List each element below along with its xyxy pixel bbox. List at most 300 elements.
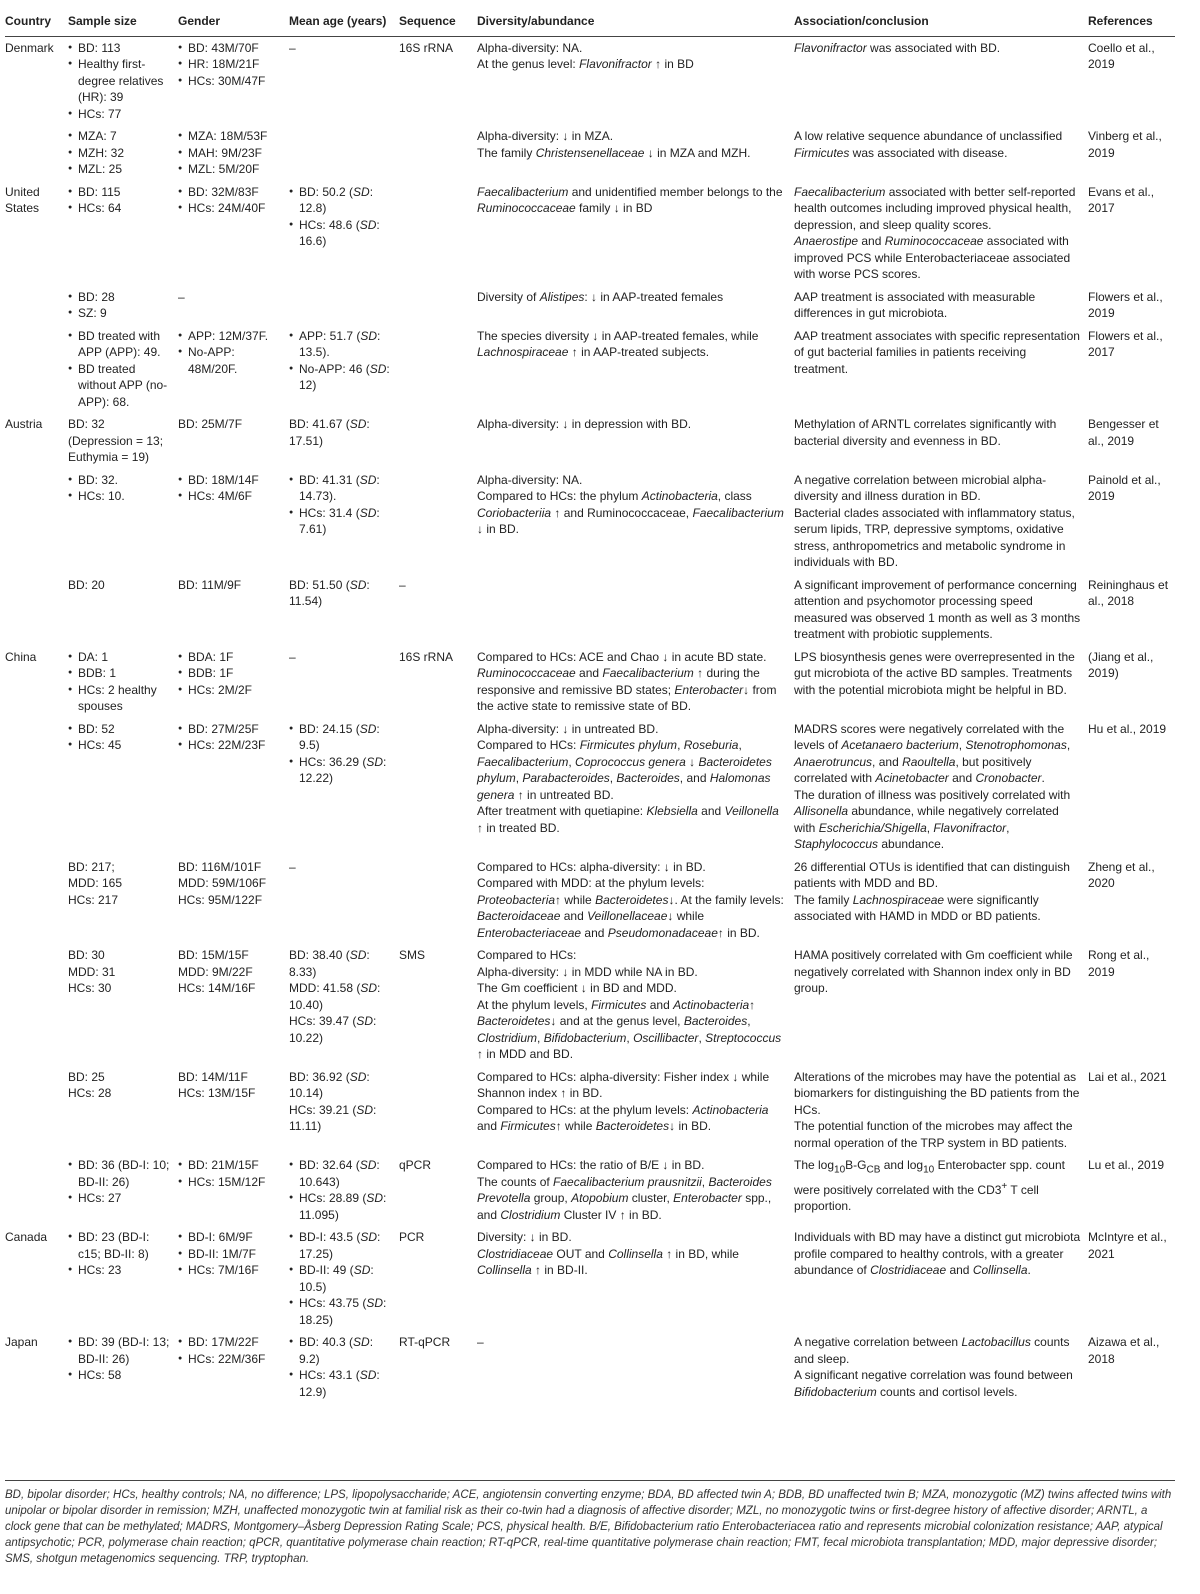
gender-cell-line: BD: 14M/11F [178, 1069, 248, 1084]
gender-cell-list [178, 128, 283, 178]
gender-cell-item: ● BD: 17M/22F [188, 1334, 283, 1351]
diversity-cell-line: Alpha-diversity: ↓ in MZA. [477, 129, 614, 143]
sample-size-cell-list [68, 1334, 172, 1384]
sample-size-cell-item: ● HCs: 58 [78, 1367, 172, 1384]
gender-cell-item: ● BD: 32M/83F [188, 184, 283, 201]
diversity-cell-line: Compared to HCs: alpha-diversity: ↓ in BD. [477, 859, 706, 874]
sample-size-cell-list [68, 184, 172, 217]
table-row [5, 469, 1175, 574]
reference-cell-line: McIntyre et al., 2021 [1088, 1230, 1167, 1261]
diversity-cell-line: Alpha-diversity: ↓ in untreated BD. [477, 721, 659, 736]
gender-cell-item: ● HR: 18M/21F [188, 56, 283, 73]
sequence-cell [399, 325, 477, 414]
sample-size-cell-item: ● HCs: 27 [78, 1190, 172, 1207]
header-sequence: Sequence [399, 8, 477, 36]
sample-size-cell-item: ● BD: 52 [78, 721, 172, 738]
reference-cell [1088, 469, 1175, 574]
sample-size-cell-item: ● BD: 115 [78, 184, 172, 201]
gender-cell-line: BD: 25M/7F [178, 417, 243, 431]
sample-size-cell-line: BD: 32 (Depression = 13; Euthymia = 19) [68, 417, 164, 464]
country-cell [5, 125, 68, 181]
sample-size-cell [68, 856, 178, 945]
association-cell-line: A negative correlation between Lactobacillus counts and sleep. [794, 1335, 1070, 1366]
sequence-cell [399, 1154, 477, 1226]
reference-cell [1088, 413, 1175, 469]
reference-cell-line: Painold et al., 2019 [1088, 472, 1161, 503]
mean-age-cell-item: ● BD: 41.31 (SD: 14.73). [299, 472, 393, 505]
diversity-cell-line: After treatment with quetiapine: Klebsiella and Veillonella ↑ in treated BD. [477, 804, 779, 835]
gender-cell-item: ● BD-II: 1M/7F [188, 1246, 283, 1263]
diversity-cell [477, 944, 794, 1066]
gender-cell-item: ● BD: 43M/70F [188, 40, 283, 57]
table-row [5, 286, 1175, 325]
sample-size-cell [68, 286, 178, 325]
sample-size-cell-item: ● BD treated with APP (APP): 49. [78, 328, 172, 361]
gender-cell-item: ● No-APP: 48M/20F. [188, 344, 283, 377]
gender-cell-item: ● BD-I: 6M/9F [188, 1229, 283, 1246]
mean-age-cell-line: – [289, 859, 296, 874]
reference-cell [1088, 1331, 1175, 1403]
association-cell-line: A negative correlation between microbial alpha-diversity and illness duration in BD. [794, 472, 1047, 503]
diversity-cell [477, 181, 794, 286]
gender-cell-line: HCs: 13M/15F [178, 1086, 256, 1100]
table-row [5, 125, 1175, 181]
sample-size-cell-item: ● BD: 28 [78, 289, 172, 306]
reference-cell-line: Coello et al., 2019 [1088, 40, 1155, 71]
diversity-cell [477, 286, 794, 325]
sequence-cell [399, 856, 477, 945]
sample-size-cell-line: HCs: 30 [68, 981, 112, 995]
association-cell [794, 1066, 1088, 1155]
diversity-cell [477, 1226, 794, 1331]
sample-size-cell-item: ● DA: 1 [78, 649, 172, 666]
association-cell [794, 1154, 1088, 1226]
table-row [5, 1331, 1175, 1403]
sample-size-cell-item: ● MZA: 7 [78, 128, 172, 145]
sample-size-cell [68, 574, 178, 646]
reference-cell-line: Lai et al., 2021 [1088, 1069, 1167, 1084]
country-cell-line: Japan [5, 1335, 38, 1349]
sample-size-cell-item: ● BD: 39 (BD-I: 13; BD-II: 26) [78, 1334, 172, 1367]
diversity-cell [477, 1154, 794, 1226]
table-row [5, 1066, 1175, 1155]
sequence-cell [399, 413, 477, 469]
diversity-cell-line: Alpha-diversity: ↓ in MDD while NA in BD. [477, 964, 698, 979]
sequence-cell-line: SMS [399, 948, 426, 962]
country-cell [5, 181, 68, 286]
gender-cell-item: ● MAH: 9M/23F [188, 145, 283, 162]
gender-cell [178, 1066, 289, 1155]
sample-size-cell-item: ● HCs: 2 healthy spouses [78, 682, 172, 715]
gender-cell-item: ● HCs: 7M/16F [188, 1262, 283, 1279]
sample-size-cell-item: ● HCs: 64 [78, 200, 172, 217]
mean-age-cell-item: ● HCs: 36.29 (SD: 12.22) [299, 754, 393, 787]
mean-age-cell-list [289, 472, 393, 538]
sample-size-cell-list [68, 128, 172, 178]
gender-cell [178, 286, 289, 325]
mean-age-cell [289, 718, 399, 856]
gender-cell-item: ● BD: 21M/15F [188, 1157, 283, 1174]
mean-age-cell-list [289, 721, 393, 787]
association-cell [794, 944, 1088, 1066]
sequence-cell-line: 16S rRNA [399, 649, 454, 664]
mean-age-cell-item: ● APP: 51.7 (SD: 13.5). [299, 328, 393, 361]
diversity-cell-line: The counts of Faecalibacterium prausnitzii, Bacteroides Prevotella group, Atopobium cluster, Enterobacter spp., and Clostridium Cluster IV ↑ in BD. [477, 1174, 772, 1222]
country-cell-line: Denmark [5, 40, 54, 55]
gender-cell [178, 413, 289, 469]
gender-cell-item: ● HCs: 22M/36F [188, 1351, 283, 1368]
gender-cell-list [178, 721, 283, 754]
sample-size-cell [68, 1226, 178, 1331]
gender-cell-list [178, 472, 283, 505]
gender-cell [178, 1154, 289, 1226]
diversity-cell-line: The family Christensenellaceae ↓ in MZA and MZH. [477, 145, 751, 160]
sample-size-cell-list [68, 649, 172, 715]
gender-cell-list [178, 1157, 283, 1190]
association-cell [794, 413, 1088, 469]
diversity-cell [477, 469, 794, 574]
diversity-cell-line: Compared to HCs: alpha-diversity: Fisher index ↓ while Shannon index ↑ in BD. [477, 1069, 770, 1100]
gender-cell-line: MDD: 9M/22F [178, 964, 253, 979]
association-cell [794, 574, 1088, 646]
mean-age-cell [289, 1154, 399, 1226]
mean-age-cell-item: ● HCs: 43.75 (SD: 18.25) [299, 1295, 393, 1328]
mean-age-cell [289, 469, 399, 574]
reference-cell-line: Hu et al., 2019 [1088, 721, 1167, 736]
table-body [5, 36, 1175, 1403]
diversity-cell-line: Compared to HCs: ACE and Chao ↓ in acute BD state. Ruminococcaceae and Faecalibacterium ↑ during the responsive and remissive BD states; Enterobacter↓ from the active state to remissive state of BD. [477, 649, 777, 713]
gender-cell-item: ● HCs: 2M/2F [188, 682, 283, 699]
reference-cell-line: Evans et al., 2017 [1088, 184, 1155, 215]
mean-age-cell-line: BD: 36.92 (SD: 10.14) [289, 1069, 370, 1100]
association-cell-line: LPS biosynthesis genes were overrepresented in the gut microbiota of the active BD samples. Treatments with the potential microbiota might be helpful in BD. [794, 649, 1075, 697]
gender-cell-item: ● MZA: 18M/53F [188, 128, 283, 145]
country-cell-line: Canada [5, 1230, 48, 1244]
association-cell-line: Bacterial clades associated with inflammatory status, serum lipids, TRP, depressive symptoms, oxidative stress, anthropometrics and metabolic syndrome in individuals with BD. [794, 505, 1075, 569]
gender-cell [178, 125, 289, 181]
gender-cell [178, 856, 289, 945]
diversity-cell-line: Compared to HCs: [477, 948, 577, 962]
sequence-cell-line: qPCR [399, 1158, 432, 1172]
header-country: Country [5, 8, 68, 36]
mean-age-cell [289, 125, 399, 181]
sample-size-cell [68, 646, 178, 718]
diversity-cell-line: Alpha-diversity: NA. [477, 40, 583, 55]
reference-cell-line: Lu et al., 2019 [1088, 1158, 1165, 1172]
mean-age-cell-item: ● HCs: 48.6 (SD: 16.6) [299, 217, 393, 250]
diversity-cell [477, 718, 794, 856]
diversity-cell [477, 1331, 794, 1403]
sample-size-cell-list [68, 472, 172, 505]
sequence-cell [399, 286, 477, 325]
country-cell [5, 413, 68, 469]
sequence-cell-line: 16S rRNA [399, 40, 454, 55]
sample-size-cell-line: HCs: 217 [68, 892, 119, 907]
mean-age-cell-line: HCs: 39.47 (SD: 10.22) [289, 1014, 377, 1045]
sequence-cell [399, 718, 477, 856]
association-cell-line: Methylation of ARNTL correlates significantly with bacterial diversity and evenness in BD. [794, 417, 1057, 448]
sample-size-cell [68, 181, 178, 286]
sample-size-cell [68, 325, 178, 414]
mean-age-cell-line: MDD: 41.58 (SD: 10.40) [289, 981, 381, 1012]
gender-cell-line: BD: 11M/9F [178, 577, 242, 592]
sample-size-cell-line: BD: 30 [68, 948, 105, 962]
sample-size-cell-line: MDD: 31 [68, 964, 116, 979]
association-cell [794, 646, 1088, 718]
gender-cell-item: ● BD: 18M/14F [188, 472, 283, 489]
mean-age-cell-line: – [289, 649, 296, 664]
diversity-cell-line: Compared with MDD: at the phylum levels: Proteobacteria↑ while Bacteroidetes↓. At the family levels: Bacteroidaceae and Veillonellaceae↓ while Enterobacteriaceae and Pseudomonadaceae↑ in BD. [477, 876, 784, 940]
association-cell [794, 286, 1088, 325]
sample-size-cell-item: ● BD: 113 [78, 40, 172, 57]
association-cell [794, 1331, 1088, 1403]
reference-cell [1088, 36, 1175, 125]
diversity-cell-line: The Gm coefficient ↓ in BD and MDD. [477, 981, 677, 995]
gender-cell [178, 1331, 289, 1403]
reference-cell [1088, 286, 1175, 325]
sample-size-cell-item: ● HCs: 23 [78, 1262, 172, 1279]
diversity-cell-line: Compared to HCs: the ratio of B/E ↓ in BD. [477, 1158, 705, 1172]
country-cell [5, 1226, 68, 1331]
mean-age-cell-line: – [289, 40, 296, 55]
sample-size-cell [68, 36, 178, 125]
association-cell [794, 125, 1088, 181]
diversity-cell-line: Compared to HCs: at the phylum levels: Actinobacteria and Firmicutes↑ while Bacteroidetes↓ in BD. [477, 1102, 769, 1133]
mean-age-cell [289, 1226, 399, 1331]
mean-age-cell-line: BD: 51.50 (SD: 11.54) [289, 577, 370, 608]
association-cell-line: A significant improvement of performance concerning attention and psychomotor processing speed measured was observed 1 month as well as 3 months treatment with probiotic supplements. [794, 577, 1081, 641]
sample-size-cell-item: ● Healthy first-degree relatives (HR): 39 [78, 56, 172, 106]
gender-cell-item: ● BDA: 1F [188, 649, 283, 666]
mean-age-cell [289, 944, 399, 1066]
table-row [5, 944, 1175, 1066]
sequence-cell [399, 1331, 477, 1403]
sample-size-cell [68, 413, 178, 469]
reference-cell [1088, 574, 1175, 646]
association-cell-line: MADRS scores were negatively correlated with the levels of Acetanaero bacterium, Stenotrophomonas, Anaerotruncus, and Raoultella, but positively correlated with Acinetobacter and Cronobacter. [794, 721, 1071, 785]
reference-cell [1088, 944, 1175, 1066]
diversity-cell-line: Clostridiaceae OUT and Collinsella ↑ in BD, while Collinsella ↑ in BD-II. [477, 1246, 739, 1277]
header-mean-age: Mean age (years) [289, 8, 399, 36]
sample-size-cell-item: ● BD: 36 (BD-I: 10; BD-II: 26) [78, 1157, 172, 1190]
association-cell-line: AAP treatment associates with specific representation of gut bacterial families in patients receiving treatment. [794, 328, 1080, 376]
diversity-cell-line: Diversity of Alistipes: ↓ in AAP-treated females [477, 289, 724, 304]
mean-age-cell-item: ● HCs: 31.4 (SD: 7.61) [299, 505, 393, 538]
gender-cell-line: HCs: 95M/122F [178, 892, 263, 907]
reference-cell [1088, 646, 1175, 718]
sequence-cell [399, 36, 477, 125]
table-row [5, 181, 1175, 286]
reference-cell [1088, 718, 1175, 856]
reference-cell-line: Reininghaus et al., 2018 [1088, 577, 1169, 608]
sample-size-cell-line: BD: 20 [68, 577, 105, 592]
sample-size-cell-item: ● BD treated without APP (no-APP): 68. [78, 361, 172, 411]
studies-table [5, 8, 1175, 1403]
table-row [5, 856, 1175, 945]
diversity-cell [477, 1066, 794, 1155]
association-cell-line: A significant negative correlation was found between Bifidobacterium counts and cortisol levels. [794, 1368, 1073, 1399]
gender-cell [178, 469, 289, 574]
association-cell [794, 469, 1088, 574]
sequence-cell [399, 1066, 477, 1155]
gender-cell-list [178, 328, 283, 378]
reference-cell-line: Rong et al., 2019 [1088, 948, 1150, 979]
sample-size-cell-line: BD: 217; [68, 859, 115, 874]
association-cell [794, 325, 1088, 414]
reference-cell [1088, 325, 1175, 414]
table-row [5, 413, 1175, 469]
gender-cell [178, 1226, 289, 1331]
gender-cell-line: BD: 116M/101F [178, 859, 262, 874]
sample-size-cell-item: ● HCs: 77 [78, 106, 172, 123]
association-cell [794, 36, 1088, 125]
mean-age-cell-item: ● BD-I: 43.5 (SD: 17.25) [299, 1229, 393, 1262]
diversity-cell-line: – [477, 1335, 484, 1349]
table-row [5, 646, 1175, 718]
gender-cell-item: ● APP: 12M/37F. [188, 328, 283, 345]
country-cell [5, 1331, 68, 1403]
gender-cell-item: ● HCs: 4M/6F [188, 488, 283, 505]
country-cell [5, 469, 68, 574]
diversity-cell-line: Compared to HCs: Firmicutes phylum, Roseburia, Faecalibacterium, Coprococcus genera ↓ Bacteroidetes phylum, Parabacteroides, Bacteroides, and Halomonas genera ↑ in untreated BD. [477, 738, 772, 802]
diversity-cell-line: Alpha-diversity: NA. [477, 472, 583, 487]
sequence-cell [399, 944, 477, 1066]
mean-age-cell [289, 1331, 399, 1403]
gender-cell-list [178, 649, 283, 699]
gender-cell-item: ● HCs: 22M/23F [188, 737, 283, 754]
sequence-cell-line: – [399, 577, 406, 592]
mean-age-cell [289, 413, 399, 469]
diversity-cell [477, 856, 794, 945]
mean-age-cell-line: HCs: 39.21 (SD: 11.11) [289, 1102, 377, 1133]
reference-cell-line: (Jiang et al., 2019) [1088, 649, 1154, 680]
country-cell [5, 856, 68, 945]
diversity-cell-line: Compared to HCs: the phylum Actinobacteria, class Coriobacteriia ↑ and Ruminococcaceae, Faecalibacterium ↓ in BD. [477, 489, 784, 536]
association-cell-line: Faecalibacterium associated with better self-reported health outcomes including improved physical health, depression, and sleep quality scores. [794, 184, 1076, 232]
country-cell [5, 1066, 68, 1155]
association-cell-line: The $\log_{10}B-G_{CB}$ and $\log_{10}$ Enterobacter spp. count were positively correlated with the CD3+ T cell proportion. [794, 1158, 1065, 1214]
sample-size-cell-list [68, 289, 172, 322]
sample-size-cell [68, 718, 178, 856]
gender-cell-line: MDD: 59M/106F [178, 876, 267, 890]
reference-cell [1088, 1226, 1175, 1331]
mean-age-cell-list [289, 184, 393, 250]
reference-cell [1088, 181, 1175, 286]
sample-size-cell-item: ● MZH: 32 [78, 145, 172, 162]
gender-cell-item: ● HCs: 24M/40F [188, 200, 283, 217]
table-row [5, 36, 1175, 125]
association-cell [794, 856, 1088, 945]
gender-cell-item: ● BD: 27M/25F [188, 721, 283, 738]
sequence-cell [399, 1226, 477, 1331]
mean-age-cell [289, 325, 399, 414]
diversity-cell [477, 125, 794, 181]
diversity-cell-line: At the phylum levels, Firmicutes and Actinobacteria↑ Bacteroidetes↓ and at the genus level, Bacteroides, Clostridium, Bifidobacterium, Oscillibacter, Streptococcus ↑ in MDD and BD. [477, 997, 782, 1061]
gender-cell-line: BD: 15M/15F [178, 948, 249, 962]
table-row [5, 1226, 1175, 1331]
gender-cell-item: ● MZL: 5M/20F [188, 161, 283, 178]
country-cell-line: United States [5, 184, 40, 215]
sample-size-cell-list [68, 1157, 172, 1207]
association-cell-line: HAMA positively correlated with Gm coefficient while negatively correlated with Shannon index only in BD group. [794, 948, 1073, 995]
gender-cell [178, 325, 289, 414]
sample-size-cell-item: ● HCs: 45 [78, 737, 172, 754]
association-cell-line: Alterations of the microbes may have the potential as biomarkers for distinguishing the BD patients from the HCs. [794, 1069, 1080, 1117]
sequence-cell [399, 646, 477, 718]
sample-size-cell-item: ● MZL: 25 [78, 161, 172, 178]
association-cell [794, 181, 1088, 286]
sample-size-cell-line: MDD: 165 [68, 876, 123, 890]
mean-age-cell [289, 36, 399, 125]
association-cell-line: Individuals with BD may have a distinct gut microbiota profile compared to healthy controls, with a greater abundance of Clostridiaceae and Collinsella. [794, 1230, 1081, 1277]
sequence-cell-line: PCR [399, 1230, 425, 1244]
reference-cell [1088, 856, 1175, 945]
sequence-cell [399, 469, 477, 574]
country-cell [5, 286, 68, 325]
sample-size-cell-list [68, 721, 172, 754]
reference-cell-line: Flowers et al., 2019 [1088, 289, 1163, 320]
gender-cell-list [178, 40, 283, 90]
country-cell [5, 36, 68, 125]
sample-size-cell [68, 125, 178, 181]
table-row [5, 718, 1175, 856]
country-cell [5, 718, 68, 856]
mean-age-cell-item: ● BD: 40.3 (SD: 9.2) [299, 1334, 393, 1367]
mean-age-cell-item: ● BD: 50.2 (SD: 12.8) [299, 184, 393, 217]
country-cell [5, 1154, 68, 1226]
sample-size-cell-item: ● BD: 32. [78, 472, 172, 489]
reference-cell-line: Flowers et al., 2017 [1088, 328, 1163, 359]
country-cell [5, 646, 68, 718]
sample-size-cell-list [68, 1229, 172, 1279]
sample-size-cell-item: ● HCs: 10. [78, 488, 172, 505]
gender-cell-item: ● HCs: 15M/12F [188, 1174, 283, 1191]
gender-cell-list [178, 1229, 283, 1279]
association-cell-line: The duration of illness was positively correlated with Allisonella abundance, while negatively correlated with Escherichia/Shigella, Flavonifractor, Staphylococcus abundance. [794, 787, 1071, 851]
gender-cell-line: – [178, 289, 185, 304]
sample-size-cell-list [68, 40, 172, 123]
sample-size-cell-item: ● BD: 23 (BD-I: c15; BD-II: 8) [78, 1229, 172, 1262]
sequence-cell [399, 574, 477, 646]
sequence-cell [399, 181, 477, 286]
gender-cell [178, 181, 289, 286]
mean-age-cell [289, 646, 399, 718]
mean-age-cell-line: BD: 38.40 (SD: 8.33) [289, 948, 370, 979]
diversity-cell [477, 574, 794, 646]
sample-size-cell-item: ● SZ: 9 [78, 305, 172, 322]
diversity-cell-line: Diversity: ↓ in BD. [477, 1230, 572, 1244]
country-cell-line: Austria [5, 417, 43, 431]
sequence-cell-line: RT-qPCR [399, 1335, 451, 1349]
diversity-cell-line: The species diversity ↓ in AAP-treated females, while Lachnospiraceae ↑ in AAP-treated subjects. [477, 328, 759, 359]
reference-cell [1088, 125, 1175, 181]
table-header-row [5, 8, 1175, 36]
gender-cell-item: ● HCs: 30M/47F [188, 73, 283, 90]
header-diversity: Diversity/abundance [477, 8, 794, 36]
country-cell-line: China [5, 649, 37, 664]
mean-age-cell-item: ● HCs: 43.1 (SD: 12.9) [299, 1367, 393, 1400]
sample-size-cell [68, 1331, 178, 1403]
reference-cell-line: Aizawa et al., 2018 [1088, 1335, 1160, 1366]
sample-size-cell-list [68, 328, 172, 411]
country-cell [5, 574, 68, 646]
header-sample-size: Sample size [68, 8, 178, 36]
mean-age-cell-list [289, 1229, 393, 1328]
mean-age-cell-item: ● No-APP: 46 (SD: 12) [299, 361, 393, 394]
reference-cell [1088, 1066, 1175, 1155]
mean-age-cell-list [289, 328, 393, 394]
sample-size-cell [68, 469, 178, 574]
